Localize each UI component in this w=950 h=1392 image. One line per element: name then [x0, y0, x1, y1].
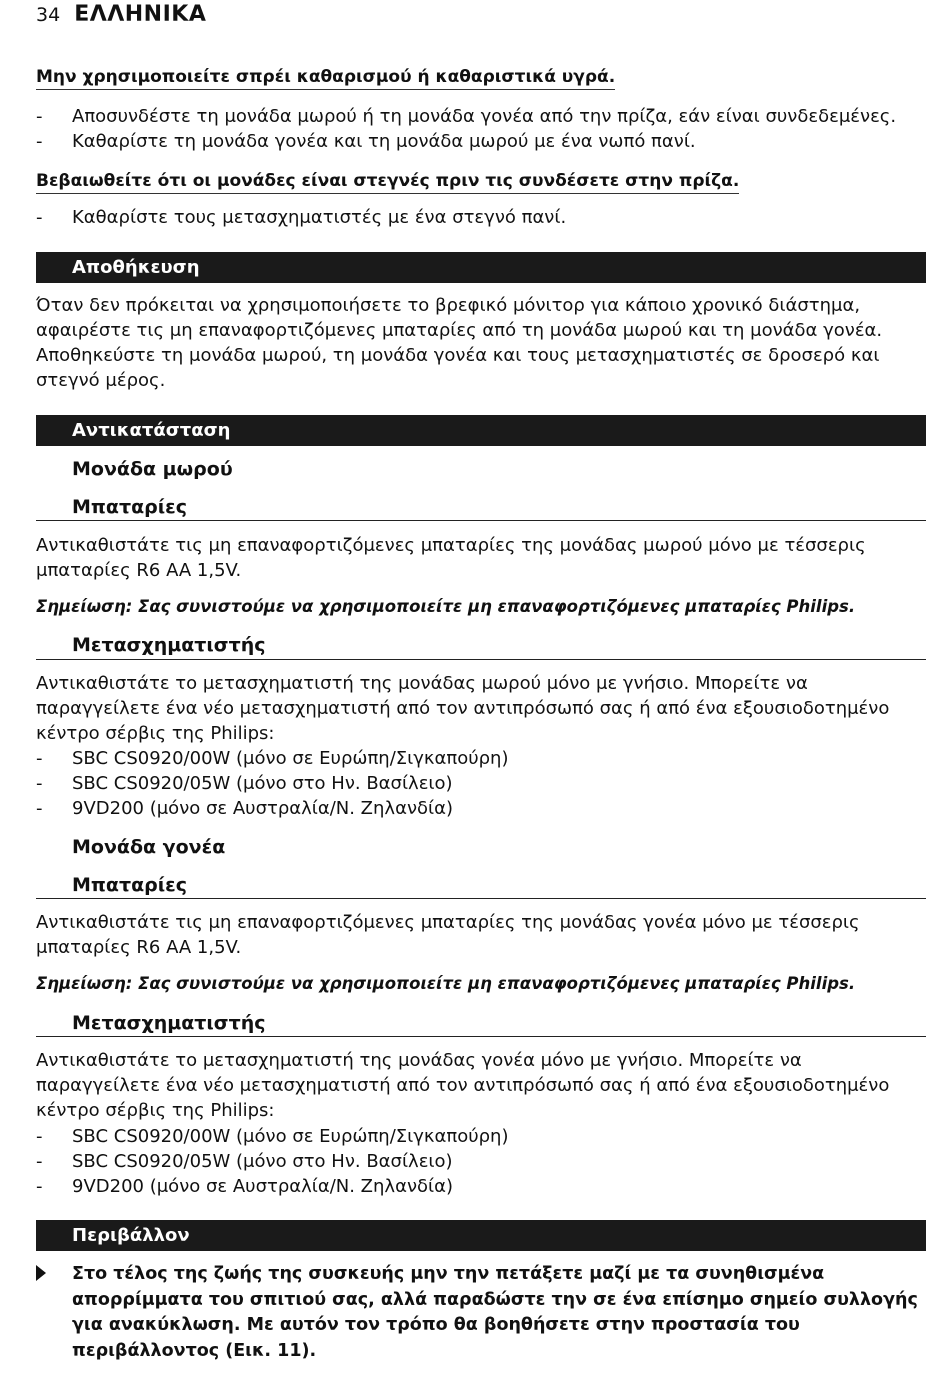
parent-adapter-paragraph: Αντικαθιστάτε το μετασχηματιστή της μονάδας γονέα μόνο με γνήσιο. Μπορείτε να παραγγείλετε ένα νέο μετασχηματιστή από τον αντιπρόσωπό σας ή από ένα εξουσιοδοτημένο κέντρο σέρβις της Philips: — [36, 1050, 890, 1121]
environment-bullet — [36, 1262, 926, 1364]
language-title: ΕΛΛΗΝΙΚΑ — [74, 2, 207, 27]
subheading-baby-unit: Μονάδα μωρού — [72, 458, 233, 480]
list-item: - SBC CS0920/05W (μόνο στο Ην. Βασίλειο) — [36, 1149, 508, 1174]
cleaning-warning-dry: Βεβαιωθείτε ότι οι μονάδες είναι στεγνές πριν τις συνδέσετε στην πρίζα. — [36, 170, 739, 194]
baby-adapter-paragraph: Αντικαθιστάτε το μετασχηματιστή της μονάδας μωρού μόνο με γνήσιο. Μπορείτε να παραγγείλετε ένα νέο μετασχηματιστή από τον αντιπρόσωπό σας ή από ένα εξουσιοδοτημένο κέντρο σέρβις της Philips: — [36, 673, 890, 744]
cleaning-adapter-list — [36, 205, 566, 230]
divider — [36, 1036, 926, 1037]
cleaning-steps-list — [36, 104, 896, 154]
list-item: - Καθαρίστε τη μονάδα γονέα και τη μονάδα μωρού με ένα νωπό πανί. — [36, 129, 896, 154]
subheading-baby-batteries: Μπαταρίες — [72, 496, 188, 518]
baby-batteries-note: Σημείωση: Σας συνιστούμε να χρησιμοποιείτε μη επαναφορτιζόμενες μπαταρίες Philips. — [36, 597, 856, 616]
subheading-parent-adapter: Μετασχηματιστής — [72, 1012, 266, 1034]
divider — [36, 898, 926, 899]
environment-text: Στο τέλος της ζωής της συσκευής μην την πετάξετε μαζί με τα συνηθισμένα απορρίμματα του σπιτιού σας, αλλά παραδώστε την σε ένα επίσημο σημείο συλλογής για ανακύκλωση. Με αυτόν τον τρόπο θα βοηθήσετε στην προστασία του περιβάλλοντος (Εικ. 11). — [72, 1264, 918, 1361]
list-item: - SBC CS0920/05W (μόνο στο Ην. Βασίλειο) — [36, 771, 508, 796]
subheading-parent-unit: Μονάδα γονέα — [72, 836, 226, 858]
cleaning-warning-sprays: Μην χρησιμοποιείτε σπρέι καθαρισμού ή καθαριστικά υγρά. — [36, 66, 615, 90]
storage-paragraph: Όταν δεν πρόκειται να χρησιμοποιήσετε το βρεφικό μόνιτορ για κάποιο χρονικό διάστημα, αφαιρέστε τις μη επαναφορτιζόμενες μπαταρίες από τη μονάδα μωρού και τη μονάδα γονέα. Αποθηκεύστε τη μονάδα μωρού, τη μονάδα γονέα και τους μετασχηματιστές σε δροσερό και στεγνό μέρος. — [36, 295, 883, 391]
section-heading-environment: Περιβάλλον — [36, 1220, 926, 1251]
parent-adapter-list — [36, 1124, 508, 1199]
list-item: - 9VD200 (μόνο σε Αυστραλία/Ν. Ζηλανδία) — [36, 796, 508, 821]
list-item: - Αποσυνδέστε τη μονάδα μωρού ή τη μονάδα γονέα από την πρίζα, εάν είναι συνδεδεμένες. — [36, 104, 896, 129]
page-number: 34 — [36, 4, 61, 26]
list-item: - Καθαρίστε τους μετασχηματιστές με ένα στεγνό πανί. — [36, 205, 566, 230]
baby-adapter-list — [36, 746, 508, 821]
section-heading-replacement: Αντικατάσταση — [36, 415, 926, 446]
parent-batteries-note: Σημείωση: Σας συνιστούμε να χρησιμοποιείτε μη επαναφορτιζόμενες μπαταρίες Philips. — [36, 974, 856, 993]
list-item: - SBC CS0920/00W (μόνο σε Ευρώπη/Σιγκαπούρη) — [36, 746, 508, 771]
subheading-parent-batteries: Μπαταρίες — [72, 874, 188, 896]
subheading-baby-adapter: Μετασχηματιστής — [72, 634, 266, 656]
triangle-bullet-icon — [36, 1265, 46, 1281]
divider — [36, 520, 926, 521]
divider — [36, 659, 926, 660]
baby-batteries-paragraph: Αντικαθιστάτε τις μη επαναφορτιζόμενες μπαταρίες της μονάδας μωρού μόνο με τέσσερις μπαταρίες R6 AA 1,5V. — [36, 535, 866, 581]
list-item: - 9VD200 (μόνο σε Αυστραλία/Ν. Ζηλανδία) — [36, 1174, 508, 1199]
page-header — [36, 2, 206, 30]
parent-batteries-paragraph: Αντικαθιστάτε τις μη επαναφορτιζόμενες μπαταρίες της μονάδας γονέα μόνο με τέσσερις μπαταρίες R6 AA 1,5V. — [36, 912, 860, 958]
list-item: - SBC CS0920/00W (μόνο σε Ευρώπη/Σιγκαπούρη) — [36, 1124, 508, 1149]
section-heading-storage: Αποθήκευση — [36, 252, 926, 283]
